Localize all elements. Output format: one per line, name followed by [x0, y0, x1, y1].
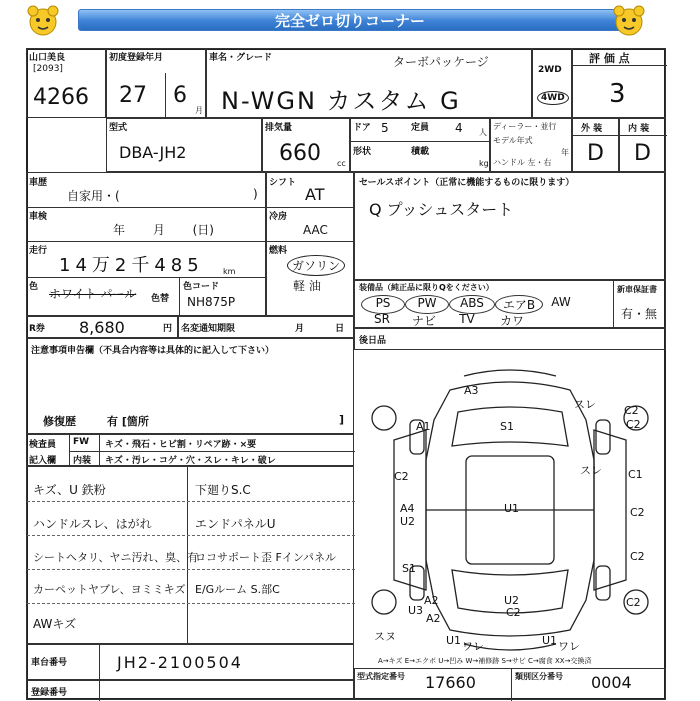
- mileage-label: 走行: [29, 246, 48, 256]
- remark-right: 下廻りS.C: [195, 483, 251, 497]
- repair-label: 修復歴: [43, 415, 76, 428]
- damage-mark: C2: [630, 550, 645, 563]
- reg-year: 27: [119, 83, 147, 108]
- exterior-label: 外 装: [581, 124, 603, 134]
- score-box: [572, 48, 666, 118]
- chassis-box: [26, 644, 354, 680]
- chassis-value: JH2-2100504: [117, 653, 243, 672]
- damage-mark: A2: [424, 594, 439, 607]
- body-box: [350, 118, 490, 172]
- type-value: DBA-JH2: [119, 143, 187, 162]
- drive-box: [532, 48, 572, 118]
- color-code-value: NH875P: [187, 295, 236, 309]
- sales-label: セールスポイント（正常に機能するものに限ります）: [359, 178, 575, 188]
- remark-left: キズ、U 鉄粉: [33, 483, 106, 497]
- damage-mark: U2: [504, 594, 520, 607]
- interior-grade: D: [634, 141, 651, 166]
- spec-label: 型式指定番号: [357, 672, 405, 681]
- venue-label: 山口美良: [29, 53, 66, 63]
- spec-box: [266, 172, 354, 316]
- use-value: 自家用・(: [67, 189, 120, 203]
- fw-label: FW: [73, 437, 90, 447]
- fuel-value: ガソリン: [287, 255, 345, 276]
- inspection-label: 車歴: [29, 178, 48, 188]
- interior-box: [619, 118, 666, 172]
- remark-right: E/Gルーム S.部C: [195, 583, 280, 596]
- exterior-grade: D: [587, 141, 604, 166]
- damage-mark: U3: [408, 604, 424, 617]
- damage-mark: A2: [426, 612, 441, 625]
- damage-mark: C2: [624, 404, 639, 417]
- score-value: 3: [609, 79, 626, 109]
- recycle-value: 8,680: [79, 318, 125, 337]
- equipment-row2: [361, 312, 535, 329]
- class-value: 0004: [591, 673, 632, 692]
- repair-close: ]: [339, 413, 345, 426]
- mascot-icon: [26, 4, 60, 38]
- damage-mark: A3: [464, 384, 479, 397]
- damage-mark: S1: [500, 420, 514, 433]
- month-unit: 月: [195, 106, 203, 115]
- color-value: ホワイト パール: [49, 287, 137, 301]
- venue-code: [2093]: [33, 64, 63, 74]
- damage-diagram: [354, 350, 666, 654]
- drive-2wd: 2WD: [538, 65, 562, 75]
- inspector-label1: 検査員: [29, 440, 57, 450]
- equipment-item: ナビ: [411, 314, 436, 328]
- mileage-unit: km: [223, 267, 236, 276]
- drive-4wd: 4WD: [537, 91, 569, 105]
- doors-label: ドア: [353, 123, 371, 133]
- interior-label: 内 装: [628, 124, 650, 134]
- spec-code-box: [354, 668, 666, 700]
- chassis-label: 車台番号: [31, 658, 68, 668]
- remark-left: ハンドルスレ、はがれ: [33, 517, 152, 531]
- damage-mark: A4: [400, 502, 415, 515]
- rear-label: 後日品: [359, 336, 387, 346]
- remark-left: AWキズ: [33, 617, 77, 631]
- repair-value: 有 [箇所: [107, 415, 149, 428]
- damage-mark: C2: [626, 418, 641, 431]
- color-swap-label: 色替: [151, 294, 170, 304]
- equipment-item: AW: [551, 295, 571, 309]
- equipment-item: エアB: [495, 295, 543, 314]
- score-label: 評 価 点: [589, 52, 630, 65]
- sales-value: Q プッシュスタート: [369, 200, 514, 219]
- lot-number: 4266: [33, 85, 89, 110]
- damage-mark: C1: [628, 468, 643, 481]
- damage-mark: A1: [416, 420, 431, 433]
- shift-value: AT: [305, 185, 325, 204]
- interior-row-label: 内装: [73, 456, 92, 466]
- dealer-box: [490, 118, 572, 172]
- sales-box: [354, 172, 666, 280]
- inspector-label2: 記入欄: [29, 456, 57, 466]
- model-name: N-WGN カスタム G: [221, 87, 461, 115]
- lot-box: [26, 48, 106, 118]
- equipment-item: PW: [405, 295, 449, 314]
- rear-box: [354, 328, 666, 350]
- shaken-value: 年 月 (日): [113, 223, 214, 237]
- damage-mark: スヌ: [374, 630, 396, 643]
- remark-right: エンドパネルU: [195, 517, 276, 531]
- equipment-label: 装備品（純正品に限りQをください）: [359, 283, 494, 292]
- capacity-label: 定員: [411, 123, 430, 133]
- reg-month: 6: [173, 83, 187, 108]
- load-label: 積載: [411, 147, 430, 157]
- damage-mark: U2: [400, 515, 416, 528]
- reg-box: [26, 680, 354, 700]
- model-box: [206, 48, 532, 118]
- interior-text: キズ・汚レ・コゲ・穴・スレ・キレ・破レ: [105, 456, 276, 466]
- damage-mark: C2: [630, 506, 645, 519]
- shape-label: 形状: [353, 147, 372, 157]
- displacement-value: 660: [279, 141, 321, 166]
- year-unit: 年: [561, 148, 569, 157]
- recycle-box: [26, 316, 178, 338]
- banner-title: 完全ゼロ切りコーナー: [78, 9, 622, 31]
- displacement-unit: cc: [337, 159, 346, 168]
- equipment-item: SR: [374, 312, 390, 326]
- damage-mark: S1: [402, 562, 416, 575]
- handle-label: ハンドル 左・右: [493, 158, 552, 167]
- spec-value: 17660: [425, 673, 476, 692]
- model-grade-label: 車名・グレード: [209, 53, 273, 63]
- equipment-box: [354, 280, 666, 328]
- deadline-box: [178, 316, 354, 338]
- damage-mark: C2: [506, 606, 521, 619]
- equipment-item: PS: [361, 295, 405, 314]
- package-note: ターボパッケージ: [393, 55, 489, 69]
- notes-label: 注意事項申告欄（不具合内容等は具体的に記入して下さい）: [31, 346, 275, 356]
- first-reg-label: 初度登録年月: [109, 53, 164, 63]
- shift-label: シフト: [269, 178, 297, 188]
- recycle-unit: 円: [163, 324, 173, 334]
- damage-mark: C2: [394, 470, 409, 483]
- capacity-value: 4: [455, 121, 463, 135]
- ac-value: AAC: [303, 223, 328, 237]
- fw-text: キズ・飛石・ヒビ割・リペア跡・×要: [105, 440, 257, 450]
- damage-mark: U1: [446, 634, 462, 647]
- use-close: ): [253, 187, 258, 201]
- equipment-item: ABS: [449, 295, 495, 314]
- color-label: 色: [29, 282, 39, 292]
- remarks-box: [26, 466, 354, 644]
- deadline-label: 名変通知期限: [181, 324, 236, 334]
- damage-mark: ワレ: [462, 640, 484, 653]
- dealer-label: ディーラー・並行: [493, 122, 557, 131]
- remark-left: シートヘタリ、ヤニ汚れ、臭、有: [33, 551, 199, 564]
- damage-mark: U1: [504, 502, 520, 515]
- damage-mark: ワレ: [558, 640, 580, 653]
- equipment-item: カワ: [499, 314, 524, 328]
- reg-label: 登録番号: [31, 688, 68, 698]
- doors-value: 5: [381, 121, 389, 135]
- damage-mark: C2: [626, 596, 641, 609]
- damage-mark: U1: [542, 634, 558, 647]
- capacity-unit: 人: [479, 128, 487, 137]
- shaken-label: 車検: [29, 212, 48, 222]
- displacement-label: 排気量: [265, 123, 293, 133]
- class-label: 類別区分番号: [515, 672, 563, 681]
- warranty-label: 新車保証書: [617, 285, 657, 294]
- inspector-box: [26, 434, 354, 466]
- type-box: [106, 118, 262, 172]
- mileage-value: 14万2千485: [59, 255, 204, 276]
- ac-label: 冷房: [269, 212, 288, 222]
- remark-right: ロコサポート歪 Fインパネル: [195, 551, 337, 564]
- type-label: 型式: [109, 123, 128, 133]
- warranty-value: 有・無: [621, 307, 658, 321]
- damage-mark: スレ: [580, 464, 602, 477]
- banner: [0, 0, 700, 44]
- model-year-label: モデル年式: [493, 136, 533, 145]
- mascot-icon: [612, 4, 646, 38]
- damage-legend: A→キズ E→エクボ U→凹み W→補修跡 S→サビ C→腐食 XX→交換済: [378, 657, 592, 665]
- history-box: [26, 172, 266, 316]
- deadline-value: 月 日: [295, 324, 345, 334]
- displacement-box: [262, 118, 350, 172]
- exterior-box: [572, 118, 619, 172]
- equipment-item: TV: [459, 312, 475, 326]
- recycle-label: R券: [29, 324, 45, 334]
- fuel-label: 燃料: [269, 246, 288, 256]
- damage-mark: スレ: [574, 398, 596, 411]
- load-unit: kg: [479, 159, 489, 168]
- remark-left: カーペットヤブレ、ヨミミキズ: [33, 583, 186, 596]
- fuel-alt: 軽 油: [293, 279, 321, 293]
- color-code-label: 色コード: [183, 282, 220, 292]
- first-reg-box: [106, 48, 206, 118]
- notes-box: [26, 338, 354, 434]
